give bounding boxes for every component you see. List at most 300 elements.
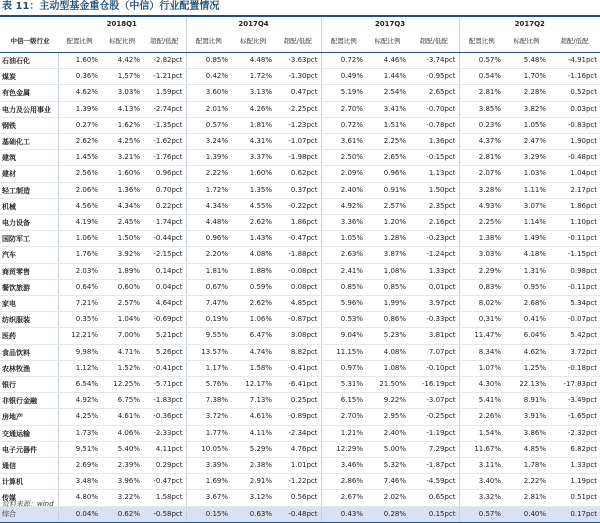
value-cell: 3.39% [186, 458, 231, 474]
value-cell: 0.57% [459, 506, 504, 522]
value-cell: 2.62% [58, 134, 101, 150]
value-cell: 1.21% [321, 425, 366, 441]
value-cell: 1.78% [504, 458, 549, 474]
value-cell: 4.61% [101, 409, 143, 425]
value-cell: 1.20% [366, 215, 409, 231]
value-cell: 3.61% [321, 134, 366, 150]
corner-cell [0, 18, 58, 30]
value-cell: 4.11pct [143, 441, 186, 457]
value-cell: 2.16pct [409, 215, 459, 231]
value-cell: 1.05% [504, 117, 549, 133]
value-cell: 1.14% [504, 215, 549, 231]
value-cell: 1.90pct [549, 134, 600, 150]
value-cell: 0.67% [186, 279, 231, 295]
value-cell: 2.02% [366, 490, 409, 506]
value-cell: 2.91% [231, 474, 275, 490]
value-cell: 4.55% [231, 198, 275, 214]
value-cell: 2.47% [504, 134, 549, 150]
value-cell: -0.07pct [549, 312, 600, 328]
value-cell: 4.08% [231, 247, 275, 263]
industry-name-cell: 纺织服装 [0, 312, 58, 328]
value-cell: 7.13% [231, 393, 275, 409]
value-cell: 5.48% [504, 53, 549, 69]
value-cell: 1.74pct [143, 215, 186, 231]
value-cell: 0.72% [321, 117, 366, 133]
value-cell: 1.04pct [549, 166, 600, 182]
industry-name-cell: 农林牧渔 [0, 360, 58, 376]
column-header: 超配/低配 [549, 30, 600, 53]
value-cell: 1.10pct [549, 215, 600, 231]
industry-allocation-table [0, 18, 600, 523]
value-cell: 4.74% [231, 344, 275, 360]
value-cell: 1.05% [321, 231, 366, 247]
value-cell: -0.41pct [143, 360, 186, 376]
value-cell: 4.48% [186, 215, 231, 231]
value-cell: 2.06% [58, 182, 101, 198]
value-cell: 4.46% [366, 53, 409, 69]
column-header: 超配/低配 [275, 30, 321, 53]
value-cell: 11.15% [321, 344, 366, 360]
value-cell: 4.92% [58, 393, 101, 409]
value-cell: -1.88pct [275, 247, 321, 263]
value-cell: -1.62pct [143, 134, 186, 150]
value-cell: 2.01% [186, 101, 231, 117]
value-cell: 4.61% [231, 409, 275, 425]
value-cell: 5.42pct [549, 328, 600, 344]
value-cell: 4.06% [101, 425, 143, 441]
value-cell: 0.95% [504, 279, 549, 295]
value-cell: 6.82pct [549, 441, 600, 457]
value-cell: 2.26% [459, 409, 504, 425]
value-cell: 3.36% [321, 215, 366, 231]
value-cell: 3.28% [459, 182, 504, 198]
value-cell: 1.01pct [275, 458, 321, 474]
value-cell: 3.85% [459, 101, 504, 117]
table-row [0, 150, 600, 166]
table-row [0, 409, 600, 425]
industry-name-cell: 通信 [0, 458, 58, 474]
value-cell: -2.74pct [143, 101, 186, 117]
value-cell: 4.64pct [143, 296, 186, 312]
table-row [0, 101, 600, 117]
value-cell: 8.02% [459, 296, 504, 312]
value-cell: 3.40% [459, 474, 504, 490]
table-row [0, 215, 600, 231]
value-cell: 7.38% [186, 393, 231, 409]
table-row [0, 198, 600, 214]
industry-name-cell: 传媒 [0, 490, 58, 506]
value-cell: 3.60% [186, 85, 231, 101]
value-cell: 7.29pct [409, 441, 459, 457]
value-cell: 12.21% [58, 328, 101, 344]
value-cell: 1.28% [366, 231, 409, 247]
industry-name-cell: 家电 [0, 296, 58, 312]
value-cell: -1.87pct [409, 458, 459, 474]
value-cell: 5.26pct [143, 344, 186, 360]
value-cell: 2.40% [321, 182, 366, 198]
period-header: 2017Q2 [459, 18, 600, 30]
value-cell: -0.70pct [409, 101, 459, 117]
value-cell: 11.67% [459, 441, 504, 457]
value-cell: 2.03% [58, 263, 101, 279]
value-cell: 4.11% [231, 425, 275, 441]
column-header: 配置比例 [58, 30, 101, 53]
period-header: 2018Q1 [106, 20, 137, 28]
value-cell: 1.70% [504, 69, 549, 85]
total-row [0, 506, 600, 522]
value-cell: 1.60% [231, 166, 275, 182]
value-cell: 21.50% [366, 377, 409, 393]
value-cell: 7.21% [58, 296, 101, 312]
industry-name-cell: 煤炭 [0, 69, 58, 85]
value-cell: 4.56% [58, 198, 101, 214]
value-cell: 0.49% [321, 69, 366, 85]
value-cell: 0.96% [366, 166, 409, 182]
column-header: 标配比例 [101, 30, 143, 53]
value-cell: 1.81% [231, 117, 275, 133]
value-cell: -0.58pct [143, 506, 186, 522]
value-cell: 5.32% [366, 458, 409, 474]
table-row [0, 425, 600, 441]
value-cell: 0.51pct [549, 490, 600, 506]
industry-name-cell: 计算机 [0, 474, 58, 490]
value-cell: 1.54% [459, 425, 504, 441]
value-cell: 2.35pct [409, 198, 459, 214]
value-cell: 2.25% [459, 215, 504, 231]
value-cell: 0.29pct [143, 458, 186, 474]
value-cell: 2.69% [58, 458, 101, 474]
value-cell: 3.37% [231, 150, 275, 166]
value-cell: 5.19% [321, 85, 366, 101]
value-cell: 0.98pct [549, 263, 600, 279]
column-header: 超配/低配 [409, 30, 459, 53]
value-cell: 3.03% [459, 247, 504, 263]
value-cell: -0.18pct [549, 360, 600, 376]
value-cell: 13.57% [186, 344, 231, 360]
value-cell: 0.72% [321, 53, 366, 69]
value-cell: 2.56% [58, 166, 101, 182]
value-cell: 1.50% [101, 231, 143, 247]
value-cell: 3.22% [101, 490, 143, 506]
value-cell: 1.86pct [549, 198, 600, 214]
industry-name-cell: 商贸零售 [0, 263, 58, 279]
value-cell: 0.35% [58, 312, 101, 328]
value-cell: 0.53% [321, 312, 366, 328]
value-cell: 4.26% [231, 101, 275, 117]
column-header: 超配/低配 [143, 30, 186, 53]
table-row [0, 117, 600, 133]
value-cell: 1.72% [231, 69, 275, 85]
value-cell: 3.81pct [409, 328, 459, 344]
value-cell: 1.72% [186, 182, 231, 198]
value-cell: 5.31% [321, 377, 366, 393]
value-cell: 1.25% [504, 360, 549, 376]
value-cell: 4.13% [101, 101, 143, 117]
value-cell: 3.21% [101, 150, 143, 166]
value-cell: 9.98% [58, 344, 101, 360]
value-cell: 0.31% [459, 312, 504, 328]
value-cell: 2.57% [366, 198, 409, 214]
value-cell: 1.58pct [143, 490, 186, 506]
value-cell: 0.04% [58, 506, 101, 522]
value-cell: 0.41% [504, 312, 549, 328]
value-cell: 4.80% [58, 490, 101, 506]
value-cell: 3.41% [366, 101, 409, 117]
value-cell: 5.23% [366, 328, 409, 344]
value-cell: 2.68% [504, 296, 549, 312]
value-cell: 1.33pct [409, 263, 459, 279]
value-cell: -2.15pct [143, 247, 186, 263]
value-cell: 0.62% [101, 506, 143, 522]
value-cell: 2.25% [366, 134, 409, 150]
table-row [0, 344, 600, 360]
value-cell: -0.78pct [409, 117, 459, 133]
industry-name-cell: 国防军工 [0, 231, 58, 247]
value-cell: 0.85% [186, 53, 231, 69]
table-row [0, 69, 600, 85]
value-cell: 4.62% [58, 85, 101, 101]
industry-name-cell: 房地产 [0, 409, 58, 425]
period-header: 2017Q3 [321, 18, 459, 30]
value-cell: 2.81% [504, 490, 549, 506]
value-cell: 0.36% [58, 69, 101, 85]
value-cell: 1.17% [186, 360, 231, 376]
value-cell: 1.44% [366, 69, 409, 85]
value-cell: -1.98pct [275, 150, 321, 166]
value-cell: 1.06% [58, 231, 101, 247]
value-cell: 1.49% [504, 231, 549, 247]
value-cell: 4.76pct [275, 441, 321, 457]
value-cell: 1.86pct [275, 215, 321, 231]
value-cell: 0.97% [321, 360, 366, 376]
value-cell: 5.29% [231, 441, 275, 457]
value-cell: -1.65pct [549, 409, 600, 425]
value-cell: -1.07pct [275, 134, 321, 150]
value-cell: 4.71% [101, 344, 143, 360]
value-cell: 2.81% [459, 150, 504, 166]
value-cell: 12.29% [321, 441, 366, 457]
value-cell: 4.34% [101, 198, 143, 214]
value-cell: 3.92% [101, 247, 143, 263]
industry-name-cell: 食品饮料 [0, 344, 58, 360]
value-cell: 6.04% [504, 328, 549, 344]
value-cell: 0.27% [58, 117, 101, 133]
value-cell: 3.12% [231, 490, 275, 506]
value-cell: 4.08% [366, 344, 409, 360]
value-cell: -0.87pct [275, 312, 321, 328]
table-row [0, 85, 600, 101]
value-cell: 6.47% [231, 328, 275, 344]
value-cell: 3.72pct [549, 344, 600, 360]
value-cell: 0.64% [58, 279, 101, 295]
value-cell: 4.18% [504, 247, 549, 263]
value-cell: 1.60% [101, 166, 143, 182]
value-cell: -2.33pct [143, 425, 186, 441]
value-cell: 3.72% [186, 409, 231, 425]
value-cell: 0.96pct [143, 166, 186, 182]
value-cell: 0.08pct [275, 279, 321, 295]
value-cell: 1.60% [58, 53, 101, 69]
value-cell: 1.13pct [409, 166, 459, 182]
value-cell: -1.19pct [409, 425, 459, 441]
value-cell: 2.65% [366, 150, 409, 166]
value-cell: -0.15pct [409, 150, 459, 166]
value-cell: 5.40% [101, 441, 143, 457]
value-cell: 1.59pct [143, 85, 186, 101]
value-cell: -5.71pct [143, 377, 186, 393]
table-row [0, 296, 600, 312]
industry-name-cell: 有色金属 [0, 85, 58, 101]
value-cell: 0.57% [459, 53, 504, 69]
value-cell: 0.65pct [409, 490, 459, 506]
value-cell: 2.67% [321, 490, 366, 506]
industry-name-cell: 建材 [0, 166, 58, 182]
value-cell: 0.52pct [549, 85, 600, 101]
value-cell: 1.11% [504, 182, 549, 198]
value-cell: 5.00% [366, 441, 409, 457]
value-cell: 2.62% [231, 296, 275, 312]
value-cell: 0.56pct [275, 490, 321, 506]
value-cell: -0.47pct [275, 231, 321, 247]
value-cell: 1.12% [58, 360, 101, 376]
industry-name-cell: 钢铁 [0, 117, 58, 133]
value-cell: -1.21pct [143, 69, 186, 85]
table-row [0, 182, 600, 198]
value-cell: 1.39% [186, 150, 231, 166]
industry-name-cell: 医药 [0, 328, 58, 344]
value-cell: -0.83pct [549, 117, 600, 133]
value-cell: -0.11pct [549, 231, 600, 247]
value-cell: -0.25pct [409, 409, 459, 425]
value-cell: 0.25pct [275, 393, 321, 409]
value-cell: 1.73% [58, 425, 101, 441]
value-cell: 1.76% [58, 247, 101, 263]
value-cell: 2.81% [459, 85, 504, 101]
value-cell: -1.76pct [143, 150, 186, 166]
table-row [0, 328, 600, 344]
value-cell: 1.88% [231, 263, 275, 279]
value-cell: 11.47% [459, 328, 504, 344]
value-cell: 2.17pct [549, 182, 600, 198]
value-cell: 1.04% [101, 312, 143, 328]
industry-name-cell: 餐饮旅游 [0, 279, 58, 295]
value-cell: -2.34pct [275, 425, 321, 441]
value-cell: -1.35pct [143, 117, 186, 133]
value-cell: 1.06% [231, 312, 275, 328]
table-body [0, 18, 600, 522]
value-cell: 3.07% [504, 198, 549, 214]
value-cell: 1.08% [366, 360, 409, 376]
column-header-row [0, 30, 600, 53]
value-cell: 2.40% [366, 425, 409, 441]
value-cell: 0.28% [366, 506, 409, 522]
table-row [0, 53, 600, 69]
industry-name-cell: 基础化工 [0, 134, 58, 150]
value-cell: -1.16pct [549, 69, 600, 85]
column-header: 配置比例 [321, 30, 366, 53]
value-cell: 1.39% [58, 101, 101, 117]
value-cell: 1.58% [231, 360, 275, 376]
value-cell: 2.22% [186, 166, 231, 182]
period-header-row [0, 18, 600, 30]
value-cell: 5.34pct [549, 296, 600, 312]
value-cell: 1.50pct [409, 182, 459, 198]
column-header: 标配比例 [366, 30, 409, 53]
value-cell: 1.36pct [409, 134, 459, 150]
value-cell: 7.47% [186, 296, 231, 312]
value-cell: 0.43% [321, 506, 366, 522]
value-cell: 2.41% [321, 263, 366, 279]
value-cell: -3.49pct [549, 393, 600, 409]
value-cell: 5.41% [459, 393, 504, 409]
value-cell: 3.29% [504, 150, 549, 166]
value-cell: 0.03pct [549, 101, 600, 117]
value-cell: -2.32pct [549, 425, 600, 441]
column-header: 标配比例 [504, 30, 549, 53]
value-cell: 0.17pct [549, 506, 600, 522]
value-cell: 0.40% [504, 506, 549, 522]
industry-name-cell: 电力设备 [0, 215, 58, 231]
value-cell: -1.15pct [549, 247, 600, 263]
value-cell: 3.03% [101, 85, 143, 101]
industry-name-cell: 电子元器件 [0, 441, 58, 457]
value-cell: 1.19pct [549, 474, 600, 490]
value-cell: 0.96% [186, 231, 231, 247]
table-row [0, 377, 600, 393]
value-cell: 4.34% [186, 198, 231, 214]
table-row [0, 166, 600, 182]
value-cell: -0.47pct [143, 474, 186, 490]
value-cell: 9.51% [58, 441, 101, 457]
value-cell: 0.85% [366, 279, 409, 295]
value-cell: 1.33pct [549, 458, 600, 474]
value-cell: 1.51% [366, 117, 409, 133]
value-cell: 0.22pct [143, 198, 186, 214]
value-cell: 2.50% [321, 150, 366, 166]
value-cell: 12.25% [101, 377, 143, 393]
table-row [0, 312, 600, 328]
value-cell: -1.24pct [409, 247, 459, 263]
value-cell: 2.95% [366, 409, 409, 425]
value-cell: 2.70% [321, 409, 366, 425]
value-cell: 4.25% [101, 134, 143, 150]
value-cell: 3.87% [366, 247, 409, 263]
value-cell: 1.52% [101, 360, 143, 376]
value-cell: 0.59% [231, 279, 275, 295]
value-cell: 12.17% [231, 377, 275, 393]
value-cell: 3.86% [504, 425, 549, 441]
value-cell: 3.82% [504, 101, 549, 117]
value-cell: -0.48pct [275, 506, 321, 522]
value-cell: 2.38% [231, 458, 275, 474]
value-cell: 3.67% [186, 490, 231, 506]
value-cell: 3.24% [186, 134, 231, 150]
table-row [0, 441, 600, 457]
table-row [0, 458, 600, 474]
value-cell: 0.70pct [143, 182, 186, 198]
industry-name-cell: 交通运输 [0, 425, 58, 441]
value-cell: 0.47pct [275, 85, 321, 101]
value-cell: 0.01pct [409, 279, 459, 295]
value-cell: -4.59pct [409, 474, 459, 490]
value-cell: 1.62% [101, 117, 143, 133]
industry-column-header: 中信一级行业 [0, 30, 58, 53]
value-cell: -0.41pct [275, 360, 321, 376]
value-cell: 0.60% [101, 279, 143, 295]
value-cell: 2.22% [504, 474, 549, 490]
value-cell: 4.93% [459, 198, 504, 214]
value-cell: -0.11pct [549, 279, 600, 295]
